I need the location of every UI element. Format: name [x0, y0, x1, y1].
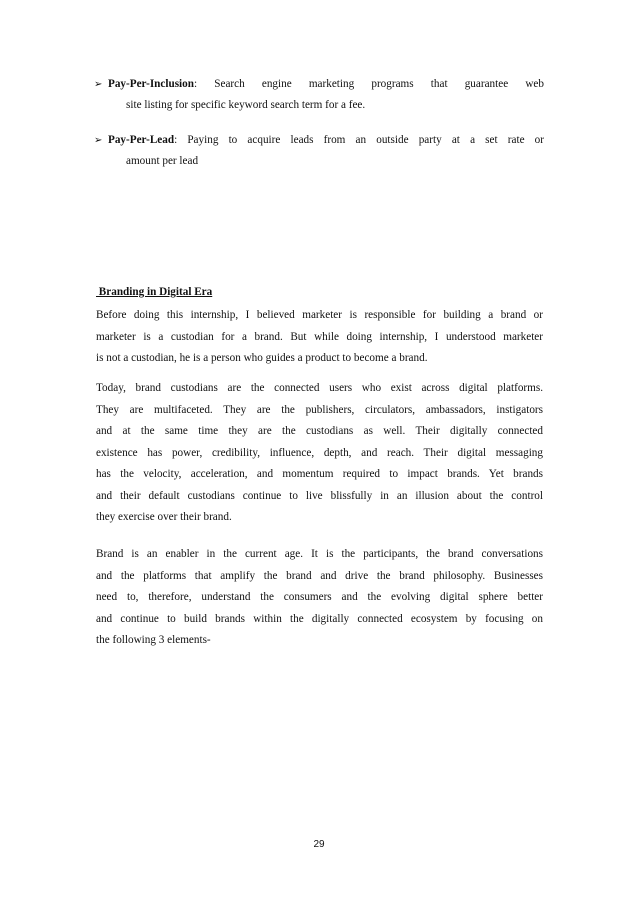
paragraph-line: Brand is an enabler in the current age. It is the participants, the brand conversations — [96, 548, 543, 560]
paragraph-line: marketer is a custodian for a brand. But while doing internship, I understood marketer — [96, 330, 543, 343]
arrow-bullet-icon: ➢ — [94, 79, 103, 90]
section-heading: Branding in Digital Era — [96, 286, 213, 298]
bullet-text: : Search engine marketing programs that guarantee web — [193, 78, 544, 90]
bullet-pay-per-lead — [94, 130, 544, 172]
bullet-term: Pay-Per-Lead — [108, 134, 175, 146]
paragraph-line: need to, therefore, understand the consumers and the evolving digital sphere better — [96, 591, 543, 603]
paragraph-line: is not a custodian, he is a person who guides a product to become a brand. — [96, 352, 428, 364]
paragraph-line: Today, brand custodians are the connected users who exist across digital platforms. — [96, 382, 543, 394]
bullet-pay-per-inclusion — [94, 74, 544, 116]
paragraph-line: and at the same time they are the custodians as well. Their digitally connected — [96, 425, 543, 437]
paragraph-line: existence has power, credibility, influence, depth, and reach. Their digital messaging — [96, 446, 543, 459]
paragraph-line: the following 3 elements- — [96, 634, 211, 646]
bullet-term: Pay-Per-Inclusion — [108, 78, 194, 90]
paragraph-line: They are multifaceted. They are the publishers, circulators, ambassadors, instigators — [96, 403, 543, 416]
paragraph-3 — [96, 544, 543, 652]
paragraph-line: and continue to build brands within the digitally connected ecosystem by focusing on — [96, 612, 543, 625]
paragraph-2 — [96, 378, 543, 529]
arrow-bullet-icon: ➢ — [94, 135, 103, 146]
paragraph-line: has the velocity, acceleration, and momentum required to impact brands. Yet brands — [96, 468, 543, 480]
paragraph-line: and their default custodians continue to live blissfully in an illusion about the control — [96, 489, 543, 502]
paragraph-line: and the platforms that amplify the brand and drive the brand philosophy. Businesses — [96, 569, 543, 582]
bullet-first-line — [108, 74, 544, 95]
bullet-continuation: site listing for specific keyword search term for a fee. — [126, 99, 366, 111]
paragraph-line: Before doing this internship, I believed marketer is responsible for building a brand or — [96, 309, 543, 321]
page-number: 29 — [313, 839, 325, 850]
bullet-first-line — [108, 130, 544, 151]
bullet-text: : Paying to acquire leads from an outside party at a set rate or — [174, 134, 544, 146]
paragraph-1 — [96, 305, 543, 370]
bullet-continuation: amount per lead — [126, 155, 199, 167]
paragraph-line: they exercise over their brand. — [96, 511, 232, 523]
